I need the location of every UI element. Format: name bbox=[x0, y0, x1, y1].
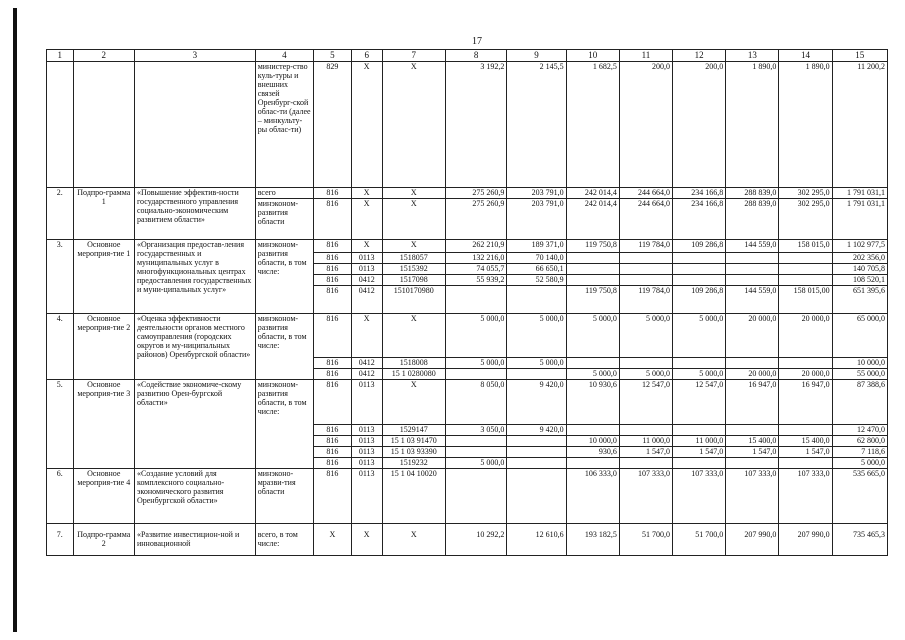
cell: 20 000,0 bbox=[726, 369, 779, 380]
page-number: 17 bbox=[472, 36, 482, 47]
header-cell: 1 bbox=[47, 50, 74, 62]
cell: 5 000,0 bbox=[507, 314, 566, 358]
cell: 302 295,0 bbox=[779, 188, 832, 199]
cell: X bbox=[382, 524, 445, 556]
cell-status: Основное мероприя-тие 2 bbox=[73, 314, 134, 380]
cell: 1529147 bbox=[382, 425, 445, 436]
cell: 5 000,0 bbox=[445, 358, 506, 369]
cell: 244 664,0 bbox=[619, 188, 672, 199]
cell: 0412 bbox=[351, 275, 382, 286]
cell-title: «Оценка эффективности деятельности органов местного самоуправления (городских округов и му-ниципальных районов) Оренбургской области» bbox=[134, 314, 255, 380]
cell: 651 395,6 bbox=[832, 286, 887, 314]
cell: 202 356,0 bbox=[832, 253, 887, 264]
cell: X bbox=[382, 62, 445, 188]
cell: 5 000,0 bbox=[445, 458, 506, 469]
cell: 816 bbox=[314, 425, 352, 436]
cell: 12 547,0 bbox=[619, 380, 672, 425]
cell-title: «Организация предостав-ления государственных и муниципальных услуг в многофункциональных центрах предоставления государственных и муни-ципальных услуг» bbox=[134, 240, 255, 314]
cell: 74 055,7 bbox=[445, 264, 506, 275]
cell: 735 465,3 bbox=[832, 524, 887, 556]
cell: X bbox=[382, 199, 445, 240]
cell: 242 014,4 bbox=[566, 199, 619, 240]
cell: 816 bbox=[314, 458, 352, 469]
cell-status: Основное мероприя-тие 3 bbox=[73, 380, 134, 469]
table-row bbox=[47, 314, 888, 358]
cell: 816 bbox=[314, 240, 352, 253]
cell: 0113 bbox=[351, 469, 382, 524]
cell: 5 000,0 bbox=[673, 369, 726, 380]
cell: 109 286,8 bbox=[673, 286, 726, 314]
cell-number: 6. bbox=[47, 469, 74, 524]
cell: 0113 bbox=[351, 425, 382, 436]
cell: X bbox=[351, 188, 382, 199]
cell: 10 000,0 bbox=[566, 436, 619, 447]
cell: 275 260,9 bbox=[445, 199, 506, 240]
cell: 5 000,0 bbox=[566, 314, 619, 358]
cell: 1510170980 bbox=[382, 286, 445, 314]
cell: 15 1 04 10020 bbox=[382, 469, 445, 524]
cell: 1517098 bbox=[382, 275, 445, 286]
cell: 234 166,8 bbox=[673, 188, 726, 199]
cell: 158 015,00 bbox=[779, 286, 832, 314]
header-cell: 7 bbox=[382, 50, 445, 62]
cell: 20 000,0 bbox=[779, 369, 832, 380]
cell: 816 bbox=[314, 188, 352, 199]
header-cell: 6 bbox=[351, 50, 382, 62]
header-cell: 12 bbox=[673, 50, 726, 62]
cell-title: «Повышение эффектив-ности государственного управления социально-экономическим развитием области» bbox=[134, 188, 255, 240]
cell: 0412 bbox=[351, 369, 382, 380]
cell-executor: министер-ство куль-туры и внешних связей Оренбург-ской облас-ти (далее – минкульту-ры облас-ти) bbox=[255, 62, 313, 188]
header-cell: 13 bbox=[726, 50, 779, 62]
cell-status: Основное мероприя-тие 4 bbox=[73, 469, 134, 524]
cell: 0113 bbox=[351, 436, 382, 447]
cell: 108 520,1 bbox=[832, 275, 887, 286]
cell-status: Подпро-грамма 1 bbox=[73, 188, 134, 240]
cell-number: 5. bbox=[47, 380, 74, 469]
cell: 1 547,0 bbox=[673, 447, 726, 458]
cell: 11 000,0 bbox=[673, 436, 726, 447]
cell: 119 750,8 bbox=[566, 286, 619, 314]
cell: X bbox=[382, 188, 445, 199]
cell: 1 791 031,1 bbox=[832, 188, 887, 199]
cell: 5 000,0 bbox=[619, 314, 672, 358]
cell: 106 333,0 bbox=[566, 469, 619, 524]
cell: 16 947,0 bbox=[726, 380, 779, 425]
cell: 11 200,2 bbox=[832, 62, 887, 188]
cell: 16 947,0 bbox=[779, 380, 832, 425]
cell: 8 050,0 bbox=[445, 380, 506, 425]
cell: 5 000,0 bbox=[832, 458, 887, 469]
cell: 203 791,0 bbox=[507, 188, 566, 199]
cell: 10 930,6 bbox=[566, 380, 619, 425]
cell-title: «Создание условий для комплексного социально-экономического развития Оренбургской области» bbox=[134, 469, 255, 524]
cell: 1518008 bbox=[382, 358, 445, 369]
cell: 20 000,0 bbox=[726, 314, 779, 358]
cell: X bbox=[351, 240, 382, 253]
binder-edge bbox=[13, 8, 17, 632]
cell-executor: минэконом-развития области, в том числе: bbox=[255, 380, 313, 469]
budget-table bbox=[46, 49, 888, 556]
cell-number: 2. bbox=[47, 188, 74, 240]
cell: 816 bbox=[314, 436, 352, 447]
cell: 816 bbox=[314, 286, 352, 314]
cell: 1 890,0 bbox=[779, 62, 832, 188]
cell: 203 791,0 bbox=[507, 199, 566, 240]
cell-executor: минэконом-развития области, в том числе: bbox=[255, 314, 313, 380]
cell-number: 3. bbox=[47, 240, 74, 314]
cell: 816 bbox=[314, 358, 352, 369]
cell: 15 1 03 93390 bbox=[382, 447, 445, 458]
cell: 65 000,0 bbox=[832, 314, 887, 358]
cell: 132 216,0 bbox=[445, 253, 506, 264]
header-cell: 10 bbox=[566, 50, 619, 62]
cell: 1 890,0 bbox=[726, 62, 779, 188]
cell: 140 705,8 bbox=[832, 264, 887, 275]
cell: 2 145,5 bbox=[507, 62, 566, 188]
header-cell: 4 bbox=[255, 50, 313, 62]
cell: 1515392 bbox=[382, 264, 445, 275]
cell: 193 182,5 bbox=[566, 524, 619, 556]
cell: 1 682,5 bbox=[566, 62, 619, 188]
table-row bbox=[47, 469, 888, 524]
cell: 5 000,0 bbox=[566, 369, 619, 380]
cell: 119 784,0 bbox=[619, 286, 672, 314]
cell: 52 580,9 bbox=[507, 275, 566, 286]
table-row bbox=[47, 62, 888, 188]
cell: 87 388,6 bbox=[832, 380, 887, 425]
cell: 288 839,0 bbox=[726, 188, 779, 199]
cell: 302 295,0 bbox=[779, 199, 832, 240]
cell: X bbox=[314, 524, 352, 556]
cell: 107 333,0 bbox=[779, 469, 832, 524]
cell: 0113 bbox=[351, 380, 382, 425]
cell-executor: минэконо-мразви-тия области bbox=[255, 469, 313, 524]
cell: 0113 bbox=[351, 264, 382, 275]
table-row bbox=[47, 524, 888, 556]
header-cell: 3 bbox=[134, 50, 255, 62]
cell: 207 990,0 bbox=[779, 524, 832, 556]
cell: 15 1 0280080 bbox=[382, 369, 445, 380]
cell: 816 bbox=[314, 264, 352, 275]
cell: 107 333,0 bbox=[673, 469, 726, 524]
cell: 816 bbox=[314, 380, 352, 425]
cell: 55 000,0 bbox=[832, 369, 887, 380]
cell: 275 260,9 bbox=[445, 188, 506, 199]
cell: 5 000,0 bbox=[673, 314, 726, 358]
header-cell: 11 bbox=[619, 50, 672, 62]
cell: 5 000,0 bbox=[507, 358, 566, 369]
cell: 0113 bbox=[351, 447, 382, 458]
cell: X bbox=[351, 62, 382, 188]
cell: 15 400,0 bbox=[779, 436, 832, 447]
cell: 0412 bbox=[351, 358, 382, 369]
header-cell: 14 bbox=[779, 50, 832, 62]
cell: 242 014,4 bbox=[566, 188, 619, 199]
cell: 262 210,9 bbox=[445, 240, 506, 253]
cell-executor: всего bbox=[255, 188, 313, 199]
header-cell: 15 bbox=[832, 50, 887, 62]
cell: 144 559,0 bbox=[726, 286, 779, 314]
cell: 51 700,0 bbox=[673, 524, 726, 556]
cell: 10 000,0 bbox=[832, 358, 887, 369]
cell: 70 140,0 bbox=[507, 253, 566, 264]
cell: 3 050,0 bbox=[445, 425, 506, 436]
cell: 5 000,0 bbox=[619, 369, 672, 380]
table-row bbox=[47, 240, 888, 253]
cell: 9 420,0 bbox=[507, 380, 566, 425]
cell: 109 286,8 bbox=[673, 240, 726, 253]
cell: 144 559,0 bbox=[726, 240, 779, 253]
cell: 3 192,2 bbox=[445, 62, 506, 188]
cell: 119 750,8 bbox=[566, 240, 619, 253]
cell-executor: минэконом-развития области bbox=[255, 199, 313, 240]
cell: X bbox=[382, 240, 445, 253]
cell: 829 bbox=[314, 62, 352, 188]
cell: 244 664,0 bbox=[619, 199, 672, 240]
cell: 1519232 bbox=[382, 458, 445, 469]
cell: 66 650,1 bbox=[507, 264, 566, 275]
cell: 12 610,6 bbox=[507, 524, 566, 556]
cell: X bbox=[382, 380, 445, 425]
cell: 816 bbox=[314, 369, 352, 380]
cell: 10 292,2 bbox=[445, 524, 506, 556]
cell: 234 166,8 bbox=[673, 199, 726, 240]
cell: 0412 bbox=[351, 286, 382, 314]
cell: 200,0 bbox=[619, 62, 672, 188]
cell: X bbox=[351, 314, 382, 358]
cell: X bbox=[351, 199, 382, 240]
header-cell: 5 bbox=[314, 50, 352, 62]
table-row bbox=[47, 380, 888, 425]
cell: 15 1 03 91470 bbox=[382, 436, 445, 447]
header-cell: 9 bbox=[507, 50, 566, 62]
cell: 816 bbox=[314, 253, 352, 264]
cell: 0113 bbox=[351, 458, 382, 469]
cell-executor: минэконом-развития области, в том числе: bbox=[255, 240, 313, 314]
cell: 1 547,0 bbox=[619, 447, 672, 458]
cell: 11 000,0 bbox=[619, 436, 672, 447]
cell: 7 118,6 bbox=[832, 447, 887, 458]
cell: 207 990,0 bbox=[726, 524, 779, 556]
header-cell: 8 bbox=[445, 50, 506, 62]
cell: 816 bbox=[314, 199, 352, 240]
cell: 51 700,0 bbox=[619, 524, 672, 556]
cell: 119 784,0 bbox=[619, 240, 672, 253]
cell: 12 470,0 bbox=[832, 425, 887, 436]
cell-status: Подпро-грамма 2 bbox=[73, 524, 134, 556]
cell-title: «Содействие экономиче-скому развитию Орен-бургской области» bbox=[134, 380, 255, 469]
cell-number: 7. bbox=[47, 524, 74, 556]
cell-executor: всего, в том числе: bbox=[255, 524, 313, 556]
cell: 20 000,0 bbox=[779, 314, 832, 358]
cell: 288 839,0 bbox=[726, 199, 779, 240]
cell: 9 420,0 bbox=[507, 425, 566, 436]
cell: 1 547,0 bbox=[779, 447, 832, 458]
cell: 107 333,0 bbox=[726, 469, 779, 524]
cell: 200,0 bbox=[673, 62, 726, 188]
cell: 107 333,0 bbox=[619, 469, 672, 524]
cell: 189 371,0 bbox=[507, 240, 566, 253]
cell-title: «Развитие инвестицион-ной и инновационной bbox=[134, 524, 255, 556]
cell: 816 bbox=[314, 469, 352, 524]
cell: 1518057 bbox=[382, 253, 445, 264]
cell: 15 400,0 bbox=[726, 436, 779, 447]
cell: 5 000,0 bbox=[445, 314, 506, 358]
cell: 816 bbox=[314, 447, 352, 458]
cell: 0113 bbox=[351, 253, 382, 264]
cell: 12 547,0 bbox=[673, 380, 726, 425]
cell: 816 bbox=[314, 275, 352, 286]
header-cell: 2 bbox=[73, 50, 134, 62]
cell: 1 791 031,1 bbox=[832, 199, 887, 240]
cell: 158 015,0 bbox=[779, 240, 832, 253]
cell: X bbox=[351, 524, 382, 556]
cell-status: Основное мероприя-тие 1 bbox=[73, 240, 134, 314]
cell: 535 665,0 bbox=[832, 469, 887, 524]
cell: 1 102 977,5 bbox=[832, 240, 887, 253]
cell: X bbox=[382, 314, 445, 358]
cell: 62 800,0 bbox=[832, 436, 887, 447]
cell: 55 939,2 bbox=[445, 275, 506, 286]
cell: 930,6 bbox=[566, 447, 619, 458]
table-header bbox=[47, 50, 888, 62]
table-row bbox=[47, 188, 888, 199]
cell: 816 bbox=[314, 314, 352, 358]
cell: 1 547,0 bbox=[726, 447, 779, 458]
cell-number: 4. bbox=[47, 314, 74, 380]
